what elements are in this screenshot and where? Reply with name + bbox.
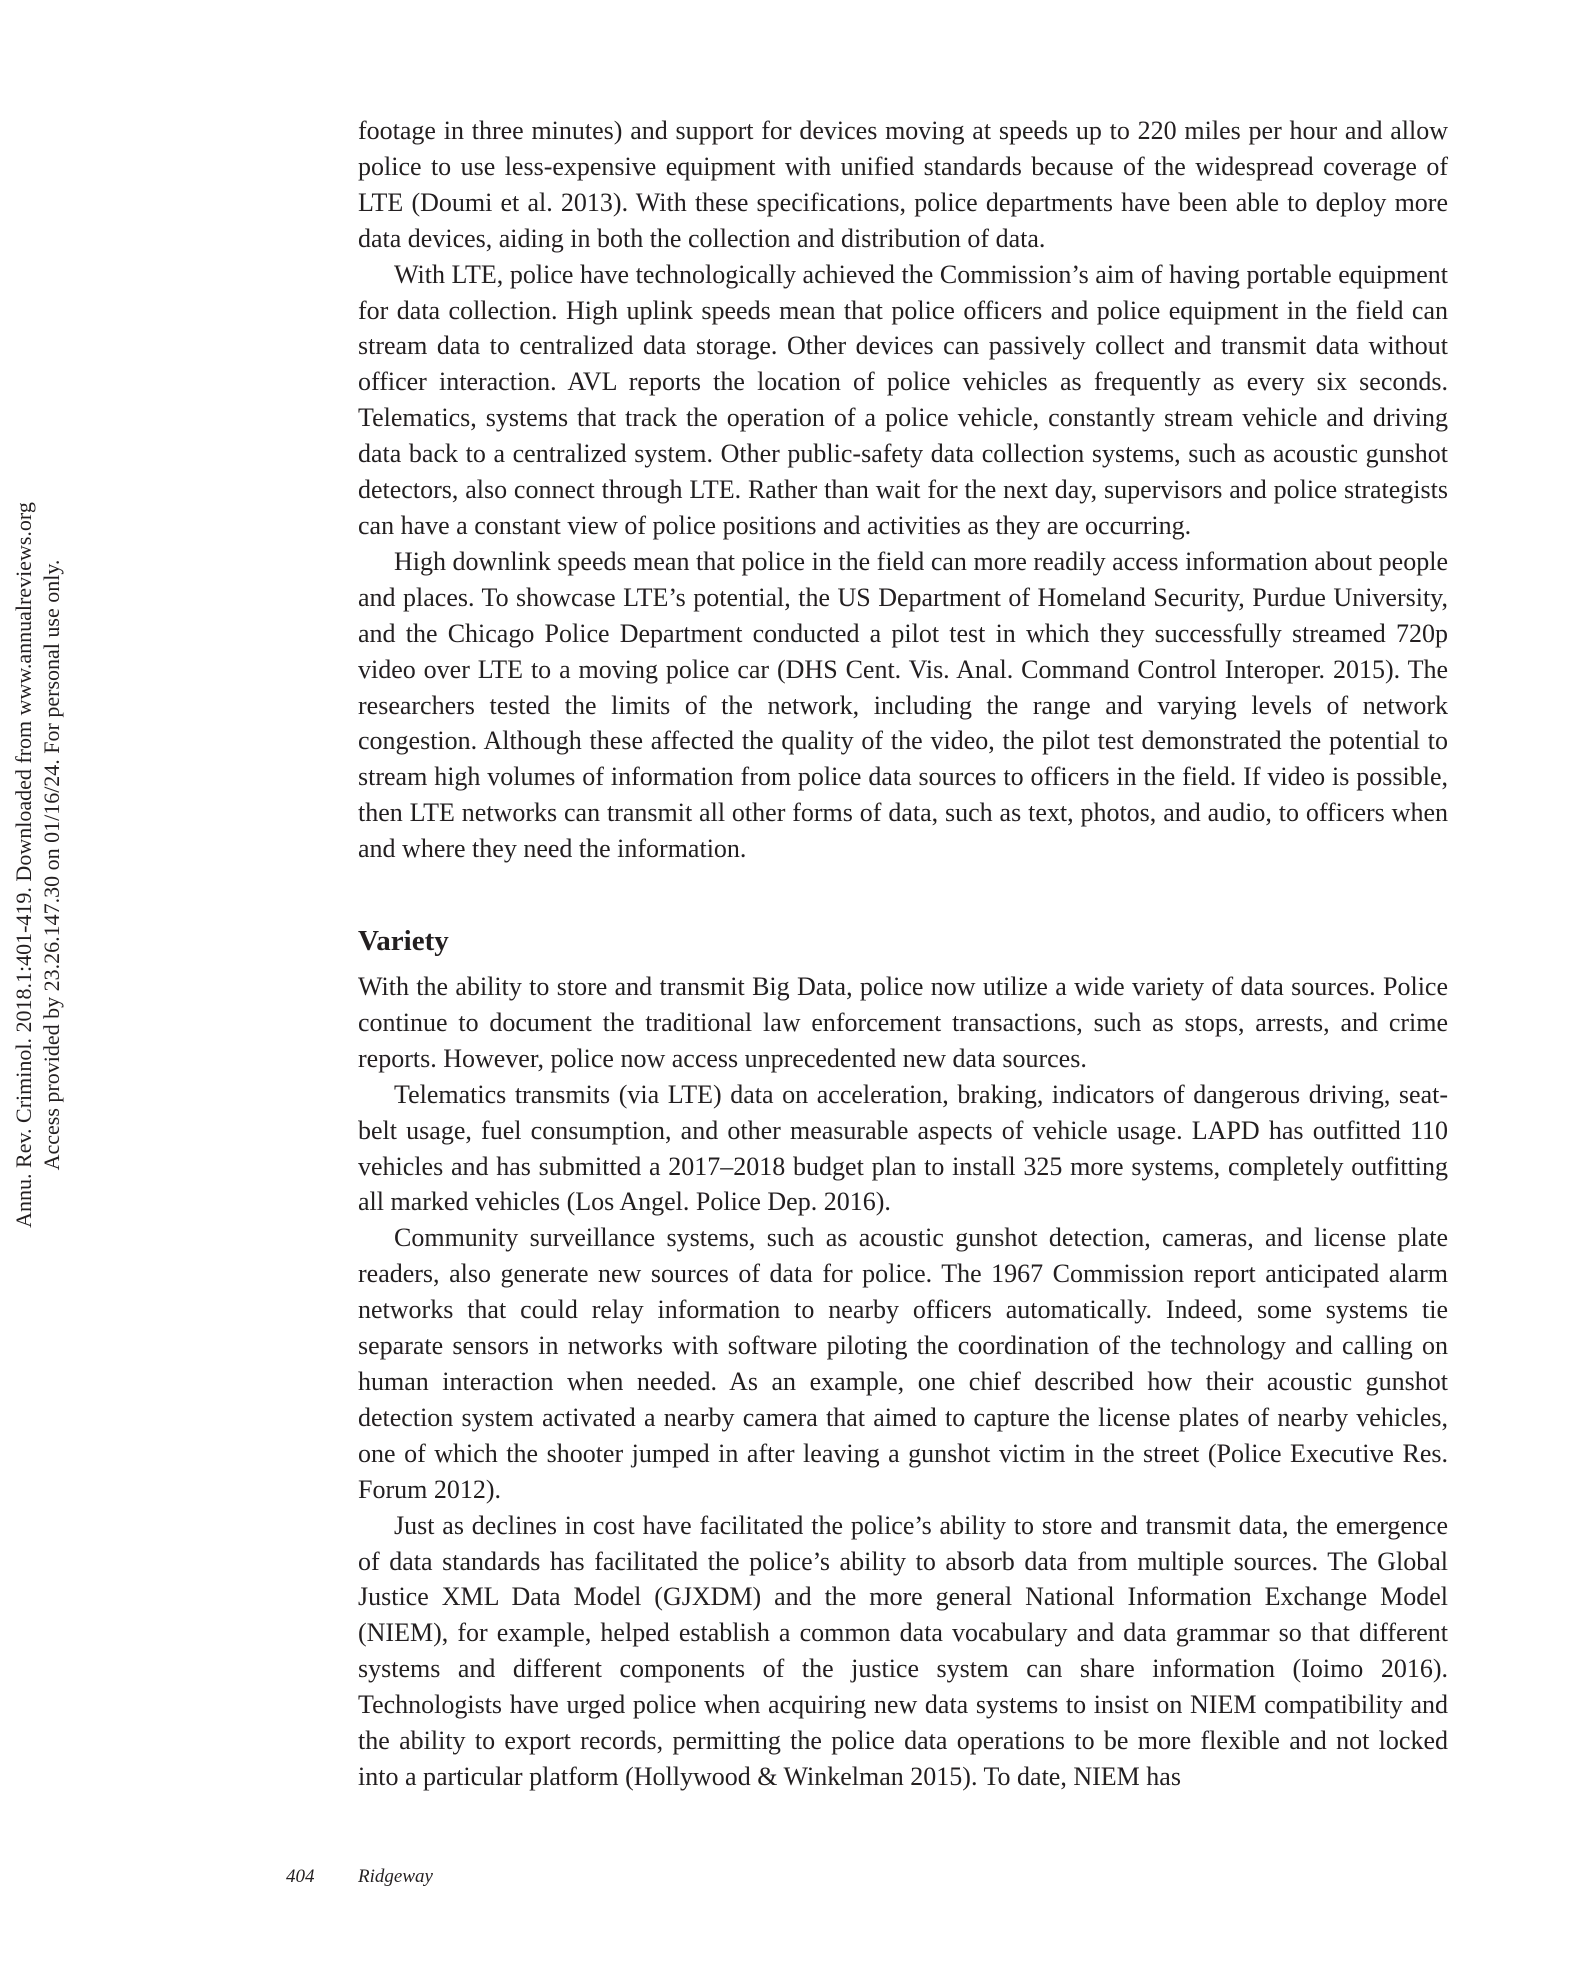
running-author: Ridgeway [358, 1866, 433, 1887]
access-notice-line-2: Access provided by 23.26.147.30 on 01/16/24. For personal use only. [39, 559, 64, 1171]
paragraph-5: Telematics transmits (via LTE) data on acceleration, braking, indicators of dangerous driving, seat-belt usage, fuel consumption, and other measurable aspects of vehicle usage. LAPD has outfitted 110 vehicles and has submitted a 2017–2018 budget plan to install 325 more systems, completely outfitting all marked vehicles (Los Angel. Police Dep. 2016). [358, 1079, 1448, 1217]
paragraph-4: With the ability to store and transmit Big Data, police now utilize a wide variety of data sources. Police continue to document the traditional law enforcement transactions, such as stops, arrests, and crime reports. However, police now access unprecedented new data sources. [358, 972, 1448, 1073]
paragraph-7: Just as declines in cost have facilitated the police’s ability to store and transmit data, the emergence of data standards has facilitated the police’s ability to absorb data from multiple sources. The Global Justice XML Data Model (GJXDM) and the more general National Information Exchange Model (NIEM), for example, helped establish a common data vocabulary and data grammar so that different systems and different components of the justice system can share information (Ioimo 2016). Technologists have urged police when acquiring new data systems to insist on NIEM compatibility and the ability to export records, permitting the police data operations to be more flexible and not locked into a particular platform (Hollywood & Winkelman 2015). To date, NIEM has [358, 1510, 1448, 1791]
section-heading-variety: Variety [358, 925, 449, 958]
paragraph-6: Community surveillance systems, such as acoustic gunshot detection, cameras, and license plate readers, also generate new sources of data for police. The 1967 Commission report anticipated alarm networks that could relay information to nearby officers automatically. Indeed, some systems tie separate sensors in networks with software piloting the coordination of the technology and calling on human interaction when needed. As an example, one chief described how their acoustic gunshot detection system activated a nearby camera that aimed to capture the license plates of nearby vehicles, one of which the shooter jumped in after leaving a gunshot victim in the street (Police Executive Res. Forum 2012). [358, 1223, 1448, 1504]
article-body [358, 113, 1448, 1795]
paragraph-2: With LTE, police have technologically achieved the Commission’s aim of having portable equipment for data collection. High uplink speeds mean that police officers and police equipment in the field can stream data to centralized data storage. Other devices can passively collect and transmit data without officer interaction. AVL reports the location of police vehicles as frequently as every six seconds. Telematics, systems that track the operation of a police vehicle, constantly stream vehicle and driving data back to a centralized system. Other public-safety data collection systems, such as acoustic gunshot detectors, also connect through LTE. Rather than wait for the next day, supervisors and police strategists can have a constant view of police positions and activities as they are occurring. [358, 259, 1448, 540]
paragraph-1: footage in three minutes) and support for devices moving at speeds up to 220 miles per hour and allow police to use less-expensive equipment with unified standards because of the widespread coverage of LTE (Doumi et al. 2013). With these specifications, police departments have been able to deploy more data devices, aiding in both the collection and distribution of data. [358, 116, 1448, 253]
access-notice [10, 335, 76, 1395]
paragraph-3: High downlink speeds mean that police in the field can more readily access information about people and places. To showcase LTE’s potential, the US Department of Homeland Security, Purdue University, and the Chicago Police Department conducted a pilot test in which they successfully streamed 720p video over LTE to a moving police car (DHS Cent. Vis. Anal. Command Control Interoper. 2015). The researchers tested the limits of the network, including the range and varying levels of network congestion. Although these affected the quality of the video, the pilot test demonstrated the potential to stream high volumes of information from police data sources to officers in the field. If video is possible, then LTE networks can transmit all other forms of data, such as text, photos, and audio, to officers when and where they need the information. [358, 546, 1448, 864]
page-footer [286, 1866, 433, 1888]
access-notice-line-1: Annu. Rev. Criminol. 2018.1:401-419. Downloaded from www.annualreviews.org [11, 502, 36, 1228]
page-number: 404 [286, 1866, 315, 1887]
